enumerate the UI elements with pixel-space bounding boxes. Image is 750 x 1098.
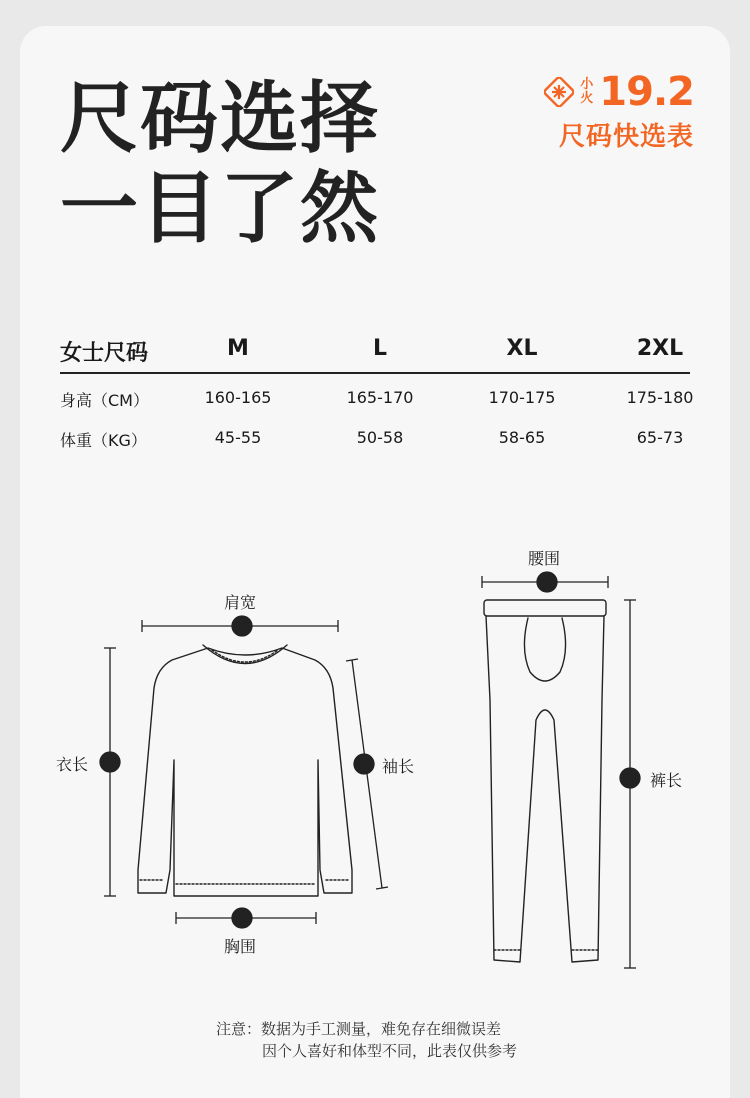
table-header-cell: M: [227, 336, 249, 361]
table-cell: 45-55: [214, 428, 262, 447]
table-row: [60, 414, 690, 454]
table-header-cell: L: [372, 336, 388, 361]
shoulder-label: 肩宽: [224, 593, 257, 612]
table-header-row: [60, 334, 690, 374]
brand-block: [544, 69, 694, 153]
table-header-cell: XL: [506, 336, 538, 361]
shirt-length-label: 衣长: [56, 755, 89, 774]
table-header-cell: 2XL: [636, 336, 684, 361]
chest-label: 胸围: [224, 937, 257, 956]
table-cell: 50-58: [356, 428, 404, 447]
table-cell: 160-165: [204, 388, 272, 407]
table-cell: 体重（KG）: [60, 431, 147, 450]
headline-line-1: 尺码选择: [60, 74, 381, 164]
table-cell: 170-175: [488, 388, 556, 407]
brand-vertical-char-1: 小: [580, 77, 594, 92]
waist-label: 腰围: [528, 549, 561, 568]
table-cell: 175-180: [626, 388, 694, 407]
brand-vertical-char-2: 火: [580, 91, 594, 106]
table-header-cell: 女士尺码: [60, 341, 149, 366]
size-table: [60, 334, 694, 454]
sleeve-label: 袖长: [382, 757, 415, 776]
flame-logo-icon: [544, 77, 574, 107]
brand-vertical-text: [580, 78, 593, 106]
table-cell: 165-170: [346, 388, 414, 407]
note-line-1: 注意：数据为手工测量，难免存在细微误差: [216, 1020, 502, 1038]
table-row: [60, 374, 694, 414]
headline-line-2: 一目了然: [60, 164, 381, 254]
brand-number: 19.2: [599, 69, 694, 115]
brand-subtitle: 尺码快选表: [558, 122, 694, 152]
note-line-2: 因个人喜好和体型不同，此表仅供参考: [262, 1042, 518, 1060]
table-cell: 58-65: [498, 428, 546, 447]
table-cell: 身高（CM）: [60, 391, 149, 410]
table-cell: 65-73: [636, 428, 684, 447]
pants-length-label: 裤长: [650, 771, 683, 790]
